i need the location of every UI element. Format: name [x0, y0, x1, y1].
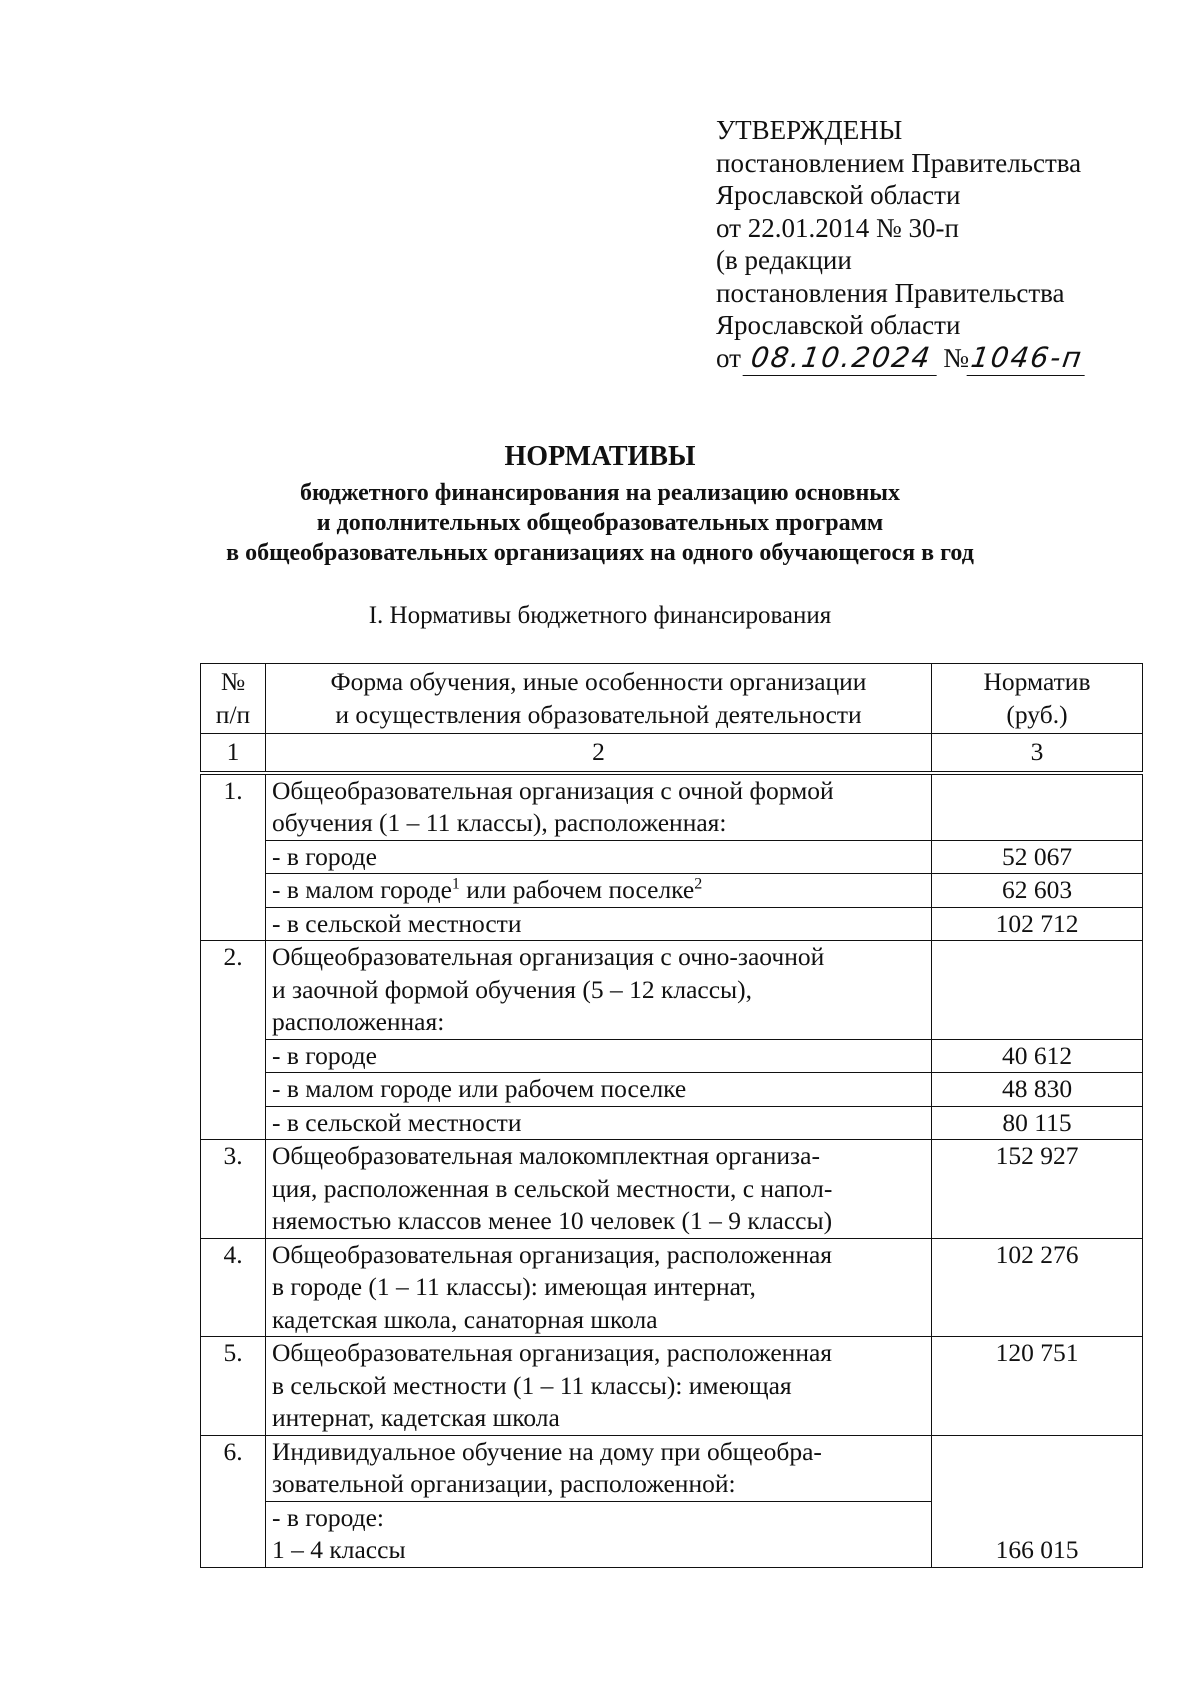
subrow-value: 40 612 [932, 1039, 1143, 1073]
column-number-row [201, 734, 1143, 773]
row-number: 5. [201, 1337, 266, 1436]
table-subrow [201, 1106, 1143, 1140]
column-number: 1 [201, 734, 266, 773]
subrow-label: - в сельской местности [266, 907, 932, 941]
row-value-empty [932, 941, 1143, 1040]
subtitle-line-1: бюджетного финансирования на реализацию основных [299, 480, 901, 506]
subrow-label: - в малом городе$^1$ или рабочем поселке$^2$ [266, 874, 932, 908]
approval-line: Ярославской области [716, 180, 961, 210]
table-subrow [201, 1039, 1143, 1073]
row-number: 1. [201, 773, 266, 941]
approval-block [716, 114, 1087, 375]
document-title: НОРМАТИВЫ [504, 441, 696, 472]
handwritten-number: 1046-п [967, 342, 1089, 376]
column-number: 2 [266, 734, 932, 773]
approval-line: Ярославской области [716, 310, 961, 340]
subrow-value: 52 067 [932, 840, 1143, 874]
subrow-label: - в городе [266, 840, 932, 874]
row-value: 166 015 [932, 1435, 1143, 1567]
row-value: 102 276 [932, 1238, 1143, 1337]
table-row [201, 773, 1143, 841]
subrow-value: 102 712 [932, 907, 1143, 941]
row-description: Общеобразовательная организация с очной формой обучения (1 – 11 классы), расположенная: [266, 773, 932, 841]
footnote-marker: 1 [451, 875, 460, 893]
footnote-marker: 2 [694, 875, 703, 893]
row-number: 2. [201, 941, 266, 1140]
row-number: 4. [201, 1238, 266, 1337]
table-subrow [201, 907, 1143, 941]
row-value: 152 927 [932, 1140, 1143, 1239]
table-subrow [201, 1073, 1143, 1107]
approval-line: постановлением Правительства [716, 147, 1082, 178]
subtitle-line-2: и дополнительных общеобразовательных программ [316, 510, 884, 536]
approval-line: (в редакции [716, 245, 852, 275]
row-description: Общеобразовательная организация с очно-заочной и заочной формой обучения (5 – 12 классы), расположенная: [266, 941, 932, 1040]
table-header-row [201, 664, 1143, 734]
approval-line: постановления Правительства [716, 277, 1065, 308]
row-description: Общеобразовательная малокомплектная организа- ция, расположенная в сельской местности, с напол- няемостью классов менее 10 человек (1 – 9 классы) [266, 1140, 932, 1239]
table-row [201, 1435, 1143, 1501]
row-value: 120 751 [932, 1337, 1143, 1436]
table-row [201, 941, 1143, 1040]
subrow-label: - в городе: 1 – 4 классы [266, 1501, 932, 1567]
header-norm: Норматив (руб.) [932, 664, 1143, 734]
table-row [201, 1337, 1143, 1436]
norms-table [200, 663, 1143, 1568]
header-number: № п/п [201, 664, 266, 734]
document-subtitle [0, 478, 1200, 568]
subrow-label: - в малом городе или рабочем поселке [266, 1073, 932, 1107]
subtitle-line-3: в общеобразовательных организациях на одного обучающегося в год [226, 540, 974, 566]
row-value-empty [932, 773, 1143, 841]
approval-amendment-line [716, 342, 1087, 376]
subrow-label: - в сельской местности [266, 1106, 932, 1140]
subrow-value: 48 830 [932, 1073, 1143, 1107]
table-row [201, 1140, 1143, 1239]
column-number: 3 [932, 734, 1143, 773]
header-form: Форма обучения, иные особенности организации и осуществления образовательной деятельности [266, 664, 932, 734]
table-row [201, 1238, 1143, 1337]
subrow-label: - в городе [266, 1039, 932, 1073]
subrow-value: 62 603 [932, 874, 1143, 908]
row-number: 3. [201, 1140, 266, 1239]
approval-line: от 22.01.2014 № 30-п [716, 212, 959, 243]
approval-ot: от [716, 342, 741, 373]
table-subrow [201, 840, 1143, 874]
row-number: 6. [201, 1435, 266, 1567]
approval-title: УТВЕРЖДЕНЫ [716, 115, 903, 145]
section-title: I. Нормативы бюджетного финансирования [368, 602, 832, 629]
number-sign: № [943, 342, 970, 373]
table-subrow [201, 874, 1143, 908]
handwritten-date: 08.10.2024 [743, 342, 942, 376]
row-description: Индивидуальное обучение на дому при общеобра- зовательной организации, расположенной: [266, 1435, 932, 1501]
subrow-value: 80 115 [932, 1106, 1143, 1140]
row-description: Общеобразовательная организация, расположенная в сельской местности (1 – 11 классы): имеющая интернат, кадетская школа [266, 1337, 932, 1436]
row-description: Общеобразовательная организация, расположенная в городе (1 – 11 классы): имеющая интернат, кадетская школа, санаторная школа [266, 1238, 932, 1337]
